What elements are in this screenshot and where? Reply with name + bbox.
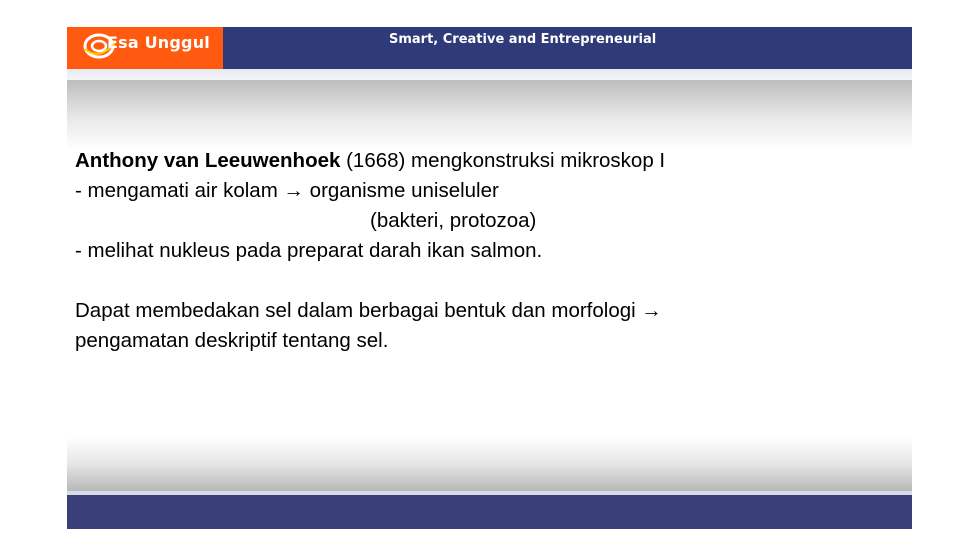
line-5-text: Dapat membedakan sel dalam berbagai bentuk dan morfologi [75,299,642,322]
arrow-icon: → [641,299,662,322]
text-line-3: (bakteri, protozoa) [370,209,537,232]
top-gradient [67,80,912,150]
text-line-2 [75,176,925,206]
line-1-text: (1668) mengkonstruksi mikroskop I [340,149,666,172]
arrow-icon: → [283,179,304,202]
logo-text: Esa Unggul [107,33,210,52]
slide-body [75,146,925,356]
header-tagline-panel [223,27,912,69]
text-line-6: pengamatan deskriptif tentang sel. [75,329,389,352]
footer-bar [67,495,912,529]
text-line-1 [75,146,925,176]
line-2-text-a: - mengamati air kolam [75,179,284,202]
text-line-5 [75,296,925,326]
tagline: Smart, Creative and Entrepreneurial [389,32,657,47]
bottom-gradient [67,437,912,491]
header-strip [67,69,912,80]
line-2-text-b: organisme uniseluler [303,179,499,202]
scientist-name: Anthony van Leeuwenhoek [75,149,341,172]
text-line-4: - melihat nukleus pada preparat darah ikan salmon. [75,239,543,262]
